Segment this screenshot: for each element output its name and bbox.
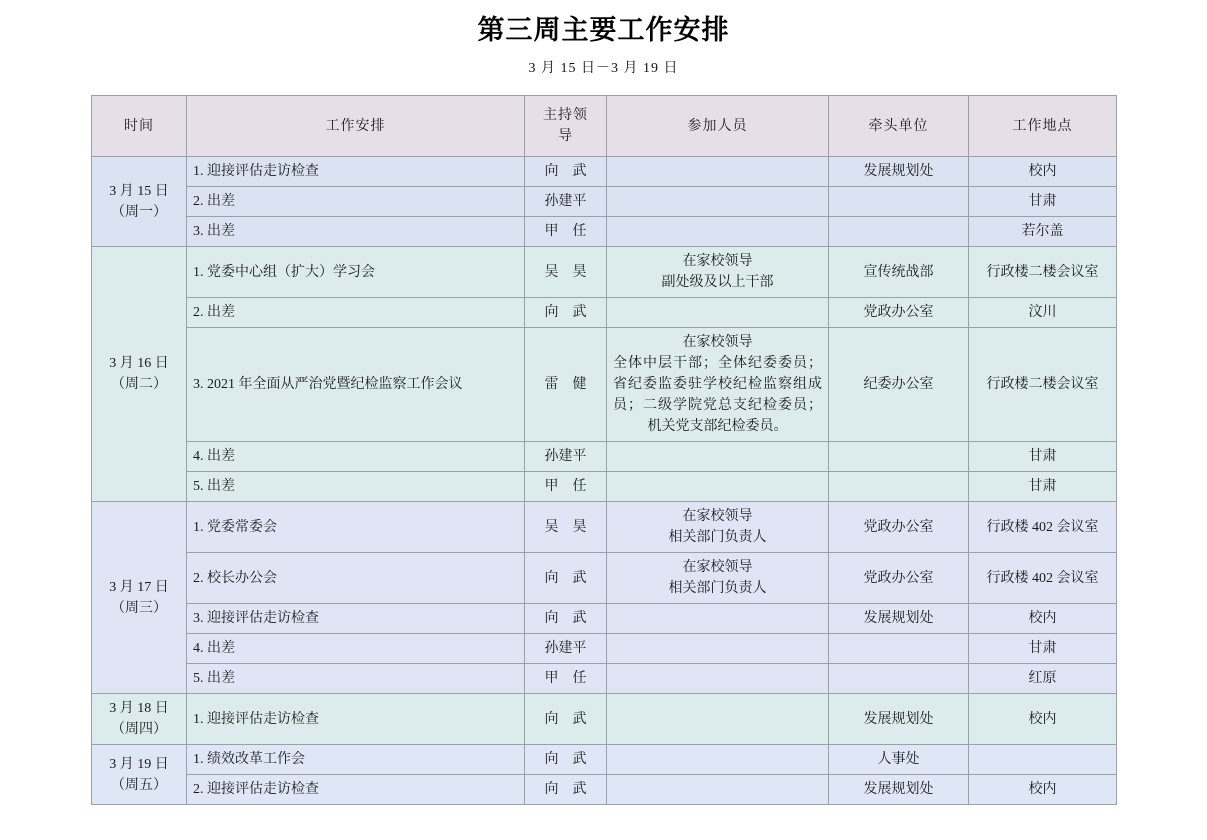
cell-department (829, 187, 969, 217)
cell-date (92, 694, 187, 745)
participants-line-2: 相关部门负责人 (668, 581, 767, 596)
cell-work: 1. 迎接评估走访检查 (187, 157, 525, 187)
cell-participants (607, 634, 829, 664)
cell-place: 行政楼二楼会议室 (969, 247, 1117, 298)
column-header-time: 时间 (92, 96, 187, 157)
participants-line-2: 相关部门负责人 (668, 530, 767, 545)
cell-department (829, 664, 969, 694)
table-row (92, 745, 1117, 775)
table-row (92, 604, 1117, 634)
table-row (92, 664, 1117, 694)
cell-work: 1. 党委中心组（扩大）学习会 (187, 247, 525, 298)
cell-place: 校内 (969, 694, 1117, 745)
table-row (92, 502, 1117, 553)
cell-leader: 向 武 (525, 694, 607, 745)
cell-place (969, 745, 1117, 775)
cell-place: 甘肃 (969, 472, 1117, 502)
cell-leader: 向 武 (525, 157, 607, 187)
cell-work: 3. 2021 年全面从严治党暨纪检监察工作会议 (187, 328, 525, 442)
cell-department: 发展规划处 (829, 694, 969, 745)
cell-department: 宣传统战部 (829, 247, 969, 298)
cell-work: 3. 迎接评估走访检查 (187, 604, 525, 634)
column-header-department: 牵头单位 (829, 96, 969, 157)
cell-department: 人事处 (829, 745, 969, 775)
cell-work: 4. 出差 (187, 442, 525, 472)
date-line-1: 3 月 18 日 (109, 701, 169, 716)
cell-participants (607, 157, 829, 187)
participants-line-2: 全体中层干部；全体纪委委员；省纪委监委驻学校纪检监察组成员；二级学院党总支纪检委员；机关党支部纪检委员。 (613, 356, 822, 434)
cell-work: 2. 出差 (187, 298, 525, 328)
date-line-2: （周二） (111, 377, 167, 392)
participants-line-1: 在家校领导 (682, 254, 753, 269)
schedule-table-container (91, 95, 1116, 805)
table-row (92, 694, 1117, 745)
cell-date (92, 157, 187, 247)
cell-place: 校内 (969, 775, 1117, 805)
table-row (92, 298, 1117, 328)
table-header-row (92, 96, 1117, 157)
table-row (92, 247, 1117, 298)
cell-participants (607, 472, 829, 502)
column-header-work: 工作安排 (187, 96, 525, 157)
date-range-subtitle: 3 月 15 日－3 月 19 日 (528, 61, 679, 76)
cell-participants (607, 298, 829, 328)
cell-date (92, 745, 187, 805)
date-line-1: 3 月 15 日 (109, 183, 169, 199)
participants-line-1: 在家校领导 (682, 560, 753, 575)
cell-department (829, 634, 969, 664)
cell-department: 党政办公室 (829, 502, 969, 553)
cell-department (829, 217, 969, 247)
table-row (92, 634, 1117, 664)
cell-place: 行政楼 402 会议室 (969, 502, 1117, 553)
cell-leader: 甲 任 (525, 217, 607, 247)
participants-line-1: 在家校领导 (682, 335, 753, 350)
cell-department: 发展规划处 (829, 604, 969, 634)
cell-place: 若尔盖 (969, 217, 1117, 247)
cell-work: 2. 迎接评估走访检查 (187, 775, 525, 805)
table-row (92, 553, 1117, 604)
cell-leader: 向 武 (525, 604, 607, 634)
page-title: 第三周主要工作安排 (477, 15, 730, 45)
cell-work: 1. 迎接评估走访检查 (187, 694, 525, 745)
column-header-leader-line1: 主持领 (543, 108, 588, 123)
table-row (92, 328, 1117, 442)
cell-participants (607, 694, 829, 745)
cell-participants (607, 664, 829, 694)
table-row (92, 442, 1117, 472)
cell-participants (607, 328, 829, 442)
cell-participants (607, 775, 829, 805)
cell-leader: 吴 昊 (525, 502, 607, 553)
cell-participants (607, 502, 829, 553)
cell-place: 校内 (969, 157, 1117, 187)
column-header-leader (525, 96, 607, 157)
cell-participants (607, 553, 829, 604)
cell-place: 甘肃 (969, 634, 1117, 664)
cell-place: 甘肃 (969, 187, 1117, 217)
cell-date (92, 247, 187, 502)
document-page (0, 8, 1207, 840)
date-line-2: （周一） (111, 204, 167, 220)
cell-department: 发展规划处 (829, 775, 969, 805)
cell-leader: 孙建平 (525, 442, 607, 472)
cell-department: 党政办公室 (829, 298, 969, 328)
cell-work: 2. 出差 (187, 187, 525, 217)
cell-leader: 孙建平 (525, 634, 607, 664)
cell-participants (607, 442, 829, 472)
table-row (92, 775, 1117, 805)
cell-date (92, 502, 187, 694)
date-line-2: （周三） (111, 600, 167, 616)
cell-work: 4. 出差 (187, 634, 525, 664)
cell-work: 1. 党委常委会 (187, 502, 525, 553)
cell-leader: 向 武 (525, 553, 607, 604)
cell-department: 发展规划处 (829, 157, 969, 187)
cell-leader: 甲 任 (525, 472, 607, 502)
date-line-1: 3 月 16 日 (109, 356, 169, 371)
participants-line-1: 在家校领导 (682, 509, 753, 524)
cell-leader: 吴 昊 (525, 247, 607, 298)
cell-department (829, 472, 969, 502)
cell-place: 甘肃 (969, 442, 1117, 472)
cell-work: 1. 绩效改革工作会 (187, 745, 525, 775)
date-line-1: 3 月 17 日 (109, 579, 169, 595)
date-line-1: 3 月 19 日 (109, 756, 169, 772)
cell-department: 纪委办公室 (829, 328, 969, 442)
date-line-2: （周四） (111, 722, 167, 737)
column-header-participants: 参加人员 (607, 96, 829, 157)
cell-place: 行政楼 402 会议室 (969, 553, 1117, 604)
date-line-2: （周五） (111, 777, 167, 793)
participants-line-2: 副处级及以上干部 (661, 275, 774, 290)
table-row (92, 187, 1117, 217)
cell-place: 红原 (969, 664, 1117, 694)
cell-work: 5. 出差 (187, 664, 525, 694)
cell-leader: 向 武 (525, 745, 607, 775)
schedule-table (91, 95, 1117, 805)
cell-leader: 向 武 (525, 298, 607, 328)
cell-participants (607, 604, 829, 634)
cell-work: 5. 出差 (187, 472, 525, 502)
table-body (92, 157, 1117, 805)
cell-place: 行政楼二楼会议室 (969, 328, 1117, 442)
table-row (92, 157, 1117, 187)
cell-department: 党政办公室 (829, 553, 969, 604)
cell-place: 汶川 (969, 298, 1117, 328)
cell-leader: 孙建平 (525, 187, 607, 217)
cell-participants (607, 217, 829, 247)
table-row (92, 472, 1117, 502)
column-header-place: 工作地点 (969, 96, 1117, 157)
column-header-leader-line2: 导 (558, 129, 573, 144)
cell-department (829, 442, 969, 472)
cell-participants (607, 247, 829, 298)
table-row (92, 217, 1117, 247)
cell-leader: 向 武 (525, 775, 607, 805)
cell-place: 校内 (969, 604, 1117, 634)
cell-participants (607, 745, 829, 775)
cell-leader: 甲 任 (525, 664, 607, 694)
cell-leader: 雷 健 (525, 328, 607, 442)
cell-work: 3. 出差 (187, 217, 525, 247)
cell-participants (607, 187, 829, 217)
table-header (92, 96, 1117, 157)
cell-work: 2. 校长办公会 (187, 553, 525, 604)
